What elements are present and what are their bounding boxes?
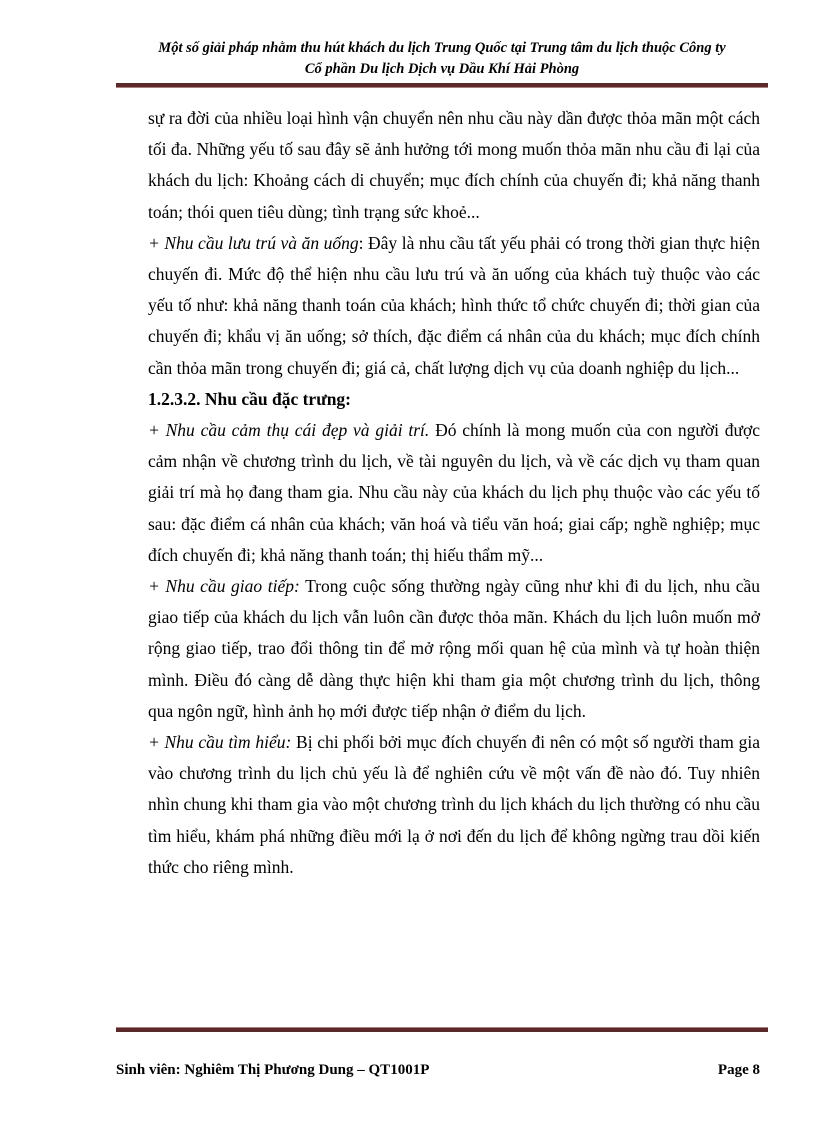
aesthetic-lead: + Nhu cầu cảm thụ cái đẹp và giải trí. (148, 420, 430, 441)
communication-text: Trong cuộc sống thường ngày cũng như khi đi du lịch, nhu cầu giao tiếp của khách du lịch vẫn luôn cần được thỏa mãn. Khách du lịch luôn muốn mở rộng giao tiếp, trao đổi thông tin để mở rộng mối quan hệ của mình và tự hoàn thiện mình. Điều đó càng dễ dàng thực hiện khi tham gia một chương trình du lịch, thông qua ngôn ngữ, hình ảnh họ mới được tiếp nhận ở điểm du lịch. (148, 576, 760, 721)
exploration-text: Bị chi phối bởi mục đích chuyến đi nên có một số người tham gia vào chương trình du lịch chủ yếu là để nghiên cứu về một vấn đề nào đó. Tuy nhiên nhìn chung khi tham gia vào một chương trình du lịch khách du lịch thường có nhu cầu tìm hiểu, khám phá những điều mới lạ ở nơi đến du lịch để không ngừng trau dồi kiến thức cho riêng mình. (148, 732, 760, 877)
section-heading: 1.2.3.2. Nhu cầu đặc trưng: (148, 388, 352, 409)
communication-lead: + Nhu cầu giao tiếp: (148, 576, 300, 597)
aesthetic-text: Đó chính là mong muốn của con người được cảm nhận về chương trình du lịch, về tài nguyên du lịch, và về các dịch vụ tham quan giải trí mà họ đang tham gia. Nhu cầu này của khách du lịch phụ thuộc vào các yếu tố sau: đặc điểm cá nhân của khách; văn hoá và tiểu văn hoá; giai cấp; nghề nghiệp; mục đích chuyến đi; khả năng thanh toán; thị hiếu thẩm mỹ... (148, 420, 760, 565)
document-body (148, 103, 760, 883)
header-title-line-2: Cổ phần Du lịch Dịch vụ Dầu Khí Hải Phòng (304, 61, 580, 77)
paragraph-communication (148, 571, 760, 727)
lodging-dining-text: : Đây là nhu cầu tất yếu phải có trong thời gian thực hiện chuyến đi. Mức độ thể hiện nhu cầu lưu trú và ăn uống của khách tuỳ thuộc vào các yếu tố như: khả năng thanh toán của khách; hình thức tổ chức chuyến đi; thời gian của chuyến đi; khẩu vị ăn uống; sở thích, đặc điểm cá nhân của du khách; mục đích chính cần thỏa mãn trong chuyến đi; giá cả, chất lượng dịch vụ của doanh nghiệp du lịch... (148, 232, 760, 378)
lodging-dining-lead: + Nhu cầu lưu trú và ăn uống (148, 232, 359, 253)
header-title-line-1: Một số giải pháp nhằm thu hút khách du lịch Trung Quốc tại Trung tâm du lịch thuộc Công ty (158, 40, 726, 56)
header-divider (116, 83, 768, 88)
paragraph-aesthetic-entertainment (148, 415, 760, 571)
paragraph-exploration (148, 727, 760, 883)
page-number: Page 8 (717, 1062, 760, 1078)
exploration-lead: + Nhu cầu tìm hiểu: (148, 732, 292, 753)
paragraph-lodging-dining (148, 228, 760, 384)
footer-divider (116, 1027, 768, 1032)
paragraph-travel-needs: sự ra đời của nhiều loại hình vận chuyển nên nhu cầu này dần được thỏa mãn một cách tối đa. Những yếu tố sau đây sẽ ảnh hưởng tới mong muốn thỏa mãn nhu cầu đi lại của khách du lịch: Khoảng cách di chuyển; mục đích chính của chuyến đi; khả năng thanh toán; thói quen tiêu dùng; tình trạng sức khoẻ... (148, 108, 760, 222)
page-header (112, 38, 772, 80)
footer-student: Sinh viên: Nghiêm Thị Phương Dung – QT1001P (116, 1062, 430, 1078)
